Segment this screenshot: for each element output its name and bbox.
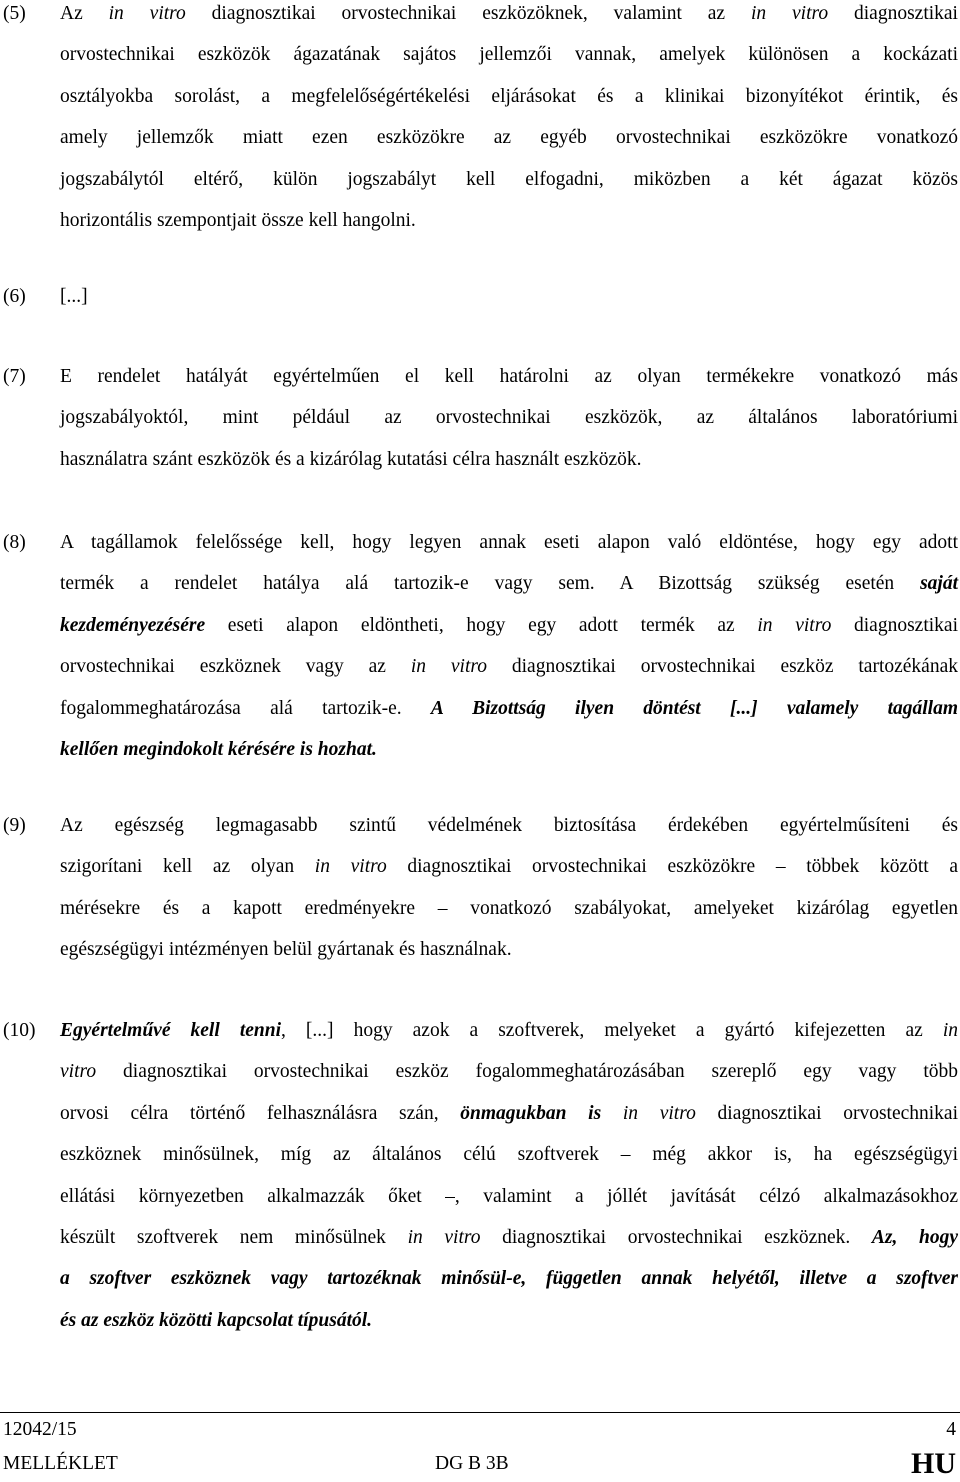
text-segment: jogszabályoktól, mint például az orvostechnikai eszközök, az általános laboratóriumi bbox=[60, 407, 958, 429]
text-segment: használatra szánt eszközök és a kizárólag kutatási célra használt eszközök. bbox=[60, 448, 642, 470]
text-line bbox=[60, 846, 958, 887]
italic-text: in vitro bbox=[750, 3, 829, 24]
emphasis-text: Egyértelművé kell tenni bbox=[60, 1020, 281, 1041]
text-segment: egészségügyi intézményen belül gyártanak és használnak. bbox=[60, 939, 512, 961]
text-line bbox=[60, 1258, 958, 1299]
text-segment: fogalommeghatározása alá tartozik-e. bbox=[60, 697, 431, 719]
emphasis-text: A Bizottság ilyen döntést [...] valamely tagállam bbox=[430, 697, 958, 719]
text-line bbox=[60, 76, 958, 117]
text-segment: diagnosztikai orvostechnikai eszköznek. bbox=[480, 1226, 872, 1248]
text-segment: osztályokba sorolást, a megfelelőségértékelési eljárásokat és a klinikai bizonyítékot érintik, és bbox=[60, 85, 958, 107]
paragraph-text bbox=[60, 0, 958, 241]
text-segment: mérésekre és a kapott eredményekre – vonatkozó szabályokat, amelyeket kizárólag egyetlen bbox=[60, 897, 958, 919]
text-segment: [...] bbox=[60, 286, 88, 307]
text-line bbox=[60, 929, 958, 970]
paragraph-number: (7) bbox=[3, 366, 26, 387]
footer-rule bbox=[0, 1412, 960, 1413]
text-line bbox=[60, 563, 958, 604]
text-line bbox=[60, 200, 958, 241]
footer-annex-label: MELLÉKLET bbox=[3, 1453, 118, 1474]
text-line bbox=[60, 688, 958, 729]
italic-text: vitro bbox=[60, 1061, 97, 1083]
text-segment: diagnosztikai orvostechnikai eszköz tartozékának bbox=[486, 656, 958, 678]
footer-language-code: HU bbox=[911, 1447, 956, 1480]
text-line bbox=[60, 888, 958, 929]
text-segment: E rendelet hatályát egyértelműen el kell határolni az olyan termékekre vonatkozó más bbox=[60, 366, 958, 387]
footer-dg-code: DG B 3B bbox=[435, 1453, 509, 1474]
text-line bbox=[60, 522, 958, 563]
text-line bbox=[60, 1300, 958, 1341]
text-line bbox=[60, 646, 958, 687]
text-line bbox=[60, 397, 958, 438]
text-segment: eseti alapon eldöntheti, hogy egy adott termék az bbox=[205, 614, 758, 636]
paragraph-number: (5) bbox=[3, 3, 26, 24]
emphasis-text: kezdeményezésére bbox=[60, 614, 206, 636]
emphasis-text: a szoftver eszköznek vagy tartozéknak minősül-e, független annak helyétől, illetve a szoftver bbox=[60, 1268, 958, 1290]
paragraph-text bbox=[60, 276, 958, 317]
text-segment: orvostechnikai eszköznek vagy az bbox=[60, 656, 411, 678]
text-line bbox=[60, 1051, 958, 1092]
text-segment bbox=[601, 1103, 623, 1124]
text-line bbox=[60, 356, 958, 397]
text-line bbox=[60, 34, 958, 75]
text-segment: amely jellemzők miatt ezen eszközökre az egyéb orvostechnikai eszközökre vonatkozó bbox=[60, 127, 958, 149]
paragraph-text bbox=[60, 356, 958, 480]
text-line bbox=[60, 276, 958, 317]
text-line bbox=[60, 1093, 958, 1134]
emphasis-text: önmagukban is bbox=[460, 1102, 602, 1124]
text-segment: termék a rendelet hatálya alá tartozik-e vagy sem. A Bizottság szükség esetén bbox=[60, 573, 921, 595]
paragraph-number: (6) bbox=[3, 286, 26, 307]
paragraph-number: (10) bbox=[3, 1020, 36, 1041]
text-segment: Az egészség legmagasabb szintű védelmének biztosítása érdekében egyértelműsíteni és bbox=[60, 815, 958, 836]
text-line bbox=[60, 117, 958, 158]
text-segment: diagnosztikai orvostechnikai bbox=[695, 1102, 958, 1124]
italic-text: in vitro bbox=[757, 614, 832, 636]
paragraph-number: (9) bbox=[3, 815, 26, 836]
text-segment: horizontális szempontjait össze kell hangolni. bbox=[60, 209, 416, 231]
text-line bbox=[60, 805, 958, 846]
text-line bbox=[60, 1134, 958, 1175]
text-line bbox=[60, 439, 958, 480]
emphasis-text: és az eszköz közötti kapcsolat típusától. bbox=[60, 1309, 373, 1331]
paragraph-text bbox=[60, 1010, 958, 1341]
text-segment: diagnosztikai bbox=[831, 614, 958, 636]
text-segment: A tagállamok felelőssége kell, hogy legyen annak eseti alapon való eldöntése, hogy egy adott bbox=[60, 532, 958, 553]
italic-text: in vitro bbox=[108, 3, 186, 24]
paragraph-text bbox=[60, 522, 958, 770]
text-line bbox=[60, 729, 958, 770]
text-line bbox=[60, 0, 958, 34]
text-segment: ellátási környezetben alkalmazzák őket –, valamint a jóllét javítását célzó alkalmazásokhoz bbox=[60, 1185, 958, 1207]
text-segment: orvostechnikai eszközök ágazatának sajátos jellemzői vannak, amelyek különösen a kockázati bbox=[60, 44, 958, 66]
emphasis-text: kellően megindokolt kérésére is hozhat. bbox=[60, 738, 377, 760]
text-segment: diagnosztikai orvostechnikai eszköz fogalommeghatározásában szereplő egy vagy több bbox=[96, 1061, 958, 1083]
italic-text: in vitro bbox=[407, 1226, 481, 1248]
italic-text: in vitro bbox=[410, 656, 487, 678]
text-line bbox=[60, 1217, 958, 1258]
paragraph-text bbox=[60, 805, 958, 971]
text-segment: eszköznek minősülnek, míg az általános célú szoftverek – még akkor is, ha egészségügyi bbox=[60, 1144, 958, 1166]
text-segment: diagnosztikai orvostechnikai eszközöknek, valamint az bbox=[185, 3, 751, 24]
text-segment: , [...] hogy azok a szoftverek, melyeket a gyártó kifejezetten az bbox=[281, 1020, 943, 1041]
italic-text: in vitro bbox=[314, 856, 387, 878]
text-segment: szigorítani kell az olyan bbox=[60, 856, 315, 878]
text-segment: jogszabálytól eltérő, külön jogszabályt kell elfogadni, miközben a két ágazat közös bbox=[60, 168, 958, 190]
emphasis-text: saját bbox=[920, 573, 958, 595]
text-line bbox=[60, 605, 958, 646]
text-line bbox=[60, 1176, 958, 1217]
footer-page-number: 4 bbox=[946, 1419, 956, 1440]
text-line bbox=[60, 159, 958, 200]
text-segment: Az bbox=[60, 3, 109, 24]
italic-text: in vitro bbox=[622, 1102, 696, 1124]
emphasis-text: Az, hogy bbox=[871, 1226, 958, 1248]
text-segment: diagnosztikai orvostechnikai eszközökre – többek között a bbox=[386, 856, 958, 878]
text-segment: diagnosztikai bbox=[828, 3, 958, 24]
text-segment: készült szoftverek nem minősülnek bbox=[60, 1226, 408, 1248]
text-segment: orvosi célra történő felhasználásra szán, bbox=[60, 1102, 461, 1124]
paragraph-number: (8) bbox=[3, 532, 26, 553]
footer-doc-number: 12042/15 bbox=[3, 1419, 77, 1440]
text-line bbox=[60, 1010, 958, 1051]
italic-text: in bbox=[942, 1020, 958, 1041]
